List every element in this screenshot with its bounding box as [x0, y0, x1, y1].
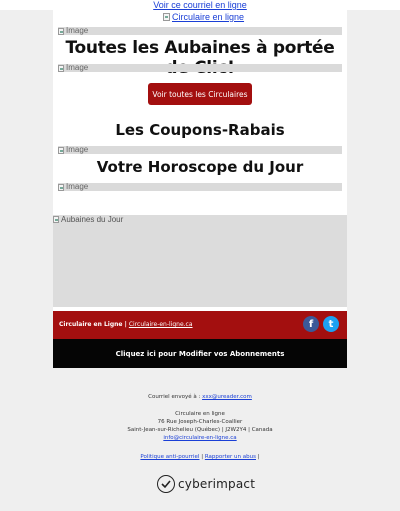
report-abuse-link[interactable]: Rapporter un abus — [204, 454, 256, 460]
facebook-icon[interactable] — [303, 316, 319, 332]
company-name: Circulaire en ligne — [175, 411, 225, 417]
anti-spam-policy-link[interactable]: Politique anti-pourriel — [140, 454, 200, 460]
deals-image[interactable] — [53, 215, 347, 307]
image-alt-text: Image — [66, 145, 89, 154]
logo-alt-text: Circulaire en ligne — [172, 12, 245, 22]
site-link[interactable]: Circulaire-en-ligne.ca — [128, 321, 193, 328]
brand-bar — [53, 311, 347, 339]
manage-subscriptions-link[interactable]: Cliquez ici pour Modifier vos Abonnements — [53, 339, 347, 368]
deals-alt-text: Aubaines du Jour — [61, 215, 124, 224]
broken-image-icon — [58, 65, 64, 72]
view-online-link[interactable]: Voir ce courriel en ligne — [153, 0, 247, 10]
provider-name: cyberimpact — [178, 477, 256, 491]
sent-to-line — [0, 393, 400, 401]
cyberimpact-logo-icon — [157, 475, 175, 493]
city-line: Saint-Jean-sur-Richelieu (Québec) | J2W2Y4 | Canada — [127, 427, 273, 433]
horoscope-title: Votre Horoscope du Jour — [96, 158, 304, 176]
deals-label — [53, 215, 123, 224]
logo-image[interactable] — [163, 12, 244, 22]
image-placeholder-3 — [58, 146, 342, 154]
broken-image-icon — [58, 184, 64, 191]
legal-links — [0, 453, 400, 461]
coupons-title: Les Coupons-Rabais — [115, 121, 285, 139]
broken-image-icon — [163, 13, 170, 21]
facebook-glyph: f — [308, 318, 314, 330]
broken-image-icon — [53, 216, 59, 223]
separator: | — [199, 454, 205, 460]
twitter-glyph: t — [328, 318, 334, 330]
image-alt-text: Image — [66, 63, 89, 72]
image-placeholder-4 — [58, 183, 342, 191]
image-alt-text: Image — [66, 182, 89, 191]
broken-image-icon — [58, 28, 64, 35]
sent-to-label: Courriel envoyé à : — [148, 394, 203, 400]
twitter-icon[interactable] — [323, 316, 339, 332]
cyberimpact-logo[interactable] — [157, 475, 255, 493]
brand-name: Circulaire en Ligne — [59, 321, 123, 328]
separator: | — [256, 454, 260, 460]
address-block — [0, 410, 400, 442]
brand-line — [59, 321, 193, 328]
image-placeholder-2 — [58, 64, 342, 72]
view-all-circulars-button[interactable]: Voir toutes les Circulaires — [148, 83, 252, 105]
sent-to-email[interactable]: xxx@ureader.com — [202, 394, 252, 400]
contact-email-link[interactable]: info@circulaire-en-ligne.ca — [163, 435, 237, 441]
street-address: 76 Rue Joseph-Charles-Coallier — [157, 419, 243, 425]
image-alt-text: Image — [66, 26, 89, 35]
image-placeholder-1 — [58, 27, 342, 35]
separator: | — [122, 321, 129, 328]
main-headline: Toutes les Aubaines à portée — [65, 38, 335, 58]
broken-image-icon — [58, 147, 64, 154]
